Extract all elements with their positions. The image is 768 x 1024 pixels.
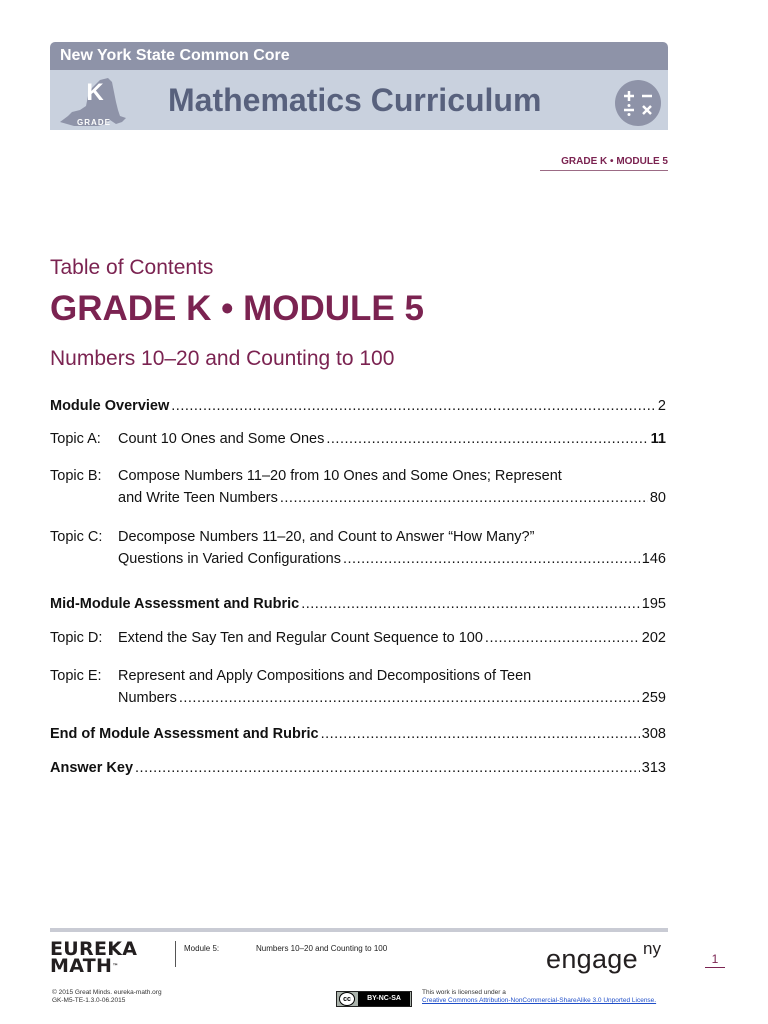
toc-entry-title-line1: Compose Numbers 11–20 from 10 Ones and Some Ones; Represent bbox=[118, 468, 562, 484]
toc-entry-title-line1: Represent and Apply Compositions and Decompositions of Teen bbox=[118, 668, 532, 684]
cc-icon: cc bbox=[339, 992, 355, 1006]
toc-entry-page: 308 bbox=[641, 726, 666, 742]
dot-leader bbox=[485, 627, 640, 649]
dot-leader bbox=[301, 593, 640, 615]
topic-label: Topic A: bbox=[50, 431, 101, 447]
module-tag: GRADE K • MODULE 5 bbox=[540, 156, 668, 171]
banner-top-title: New York State Common Core bbox=[50, 42, 668, 70]
document-code: GK-M5-TE-1.3.0-06.2015 bbox=[52, 997, 126, 1004]
toc-entry-title: Answer Key bbox=[50, 760, 134, 776]
page-number: 1 bbox=[705, 951, 725, 968]
dot-leader bbox=[171, 395, 656, 417]
license-intro: This work is licensed under a bbox=[422, 989, 506, 996]
toc-entry-answer-key[interactable] bbox=[50, 757, 666, 779]
topic-label: Topic C: bbox=[50, 529, 103, 545]
toc-heading: Table of Contents bbox=[50, 256, 214, 279]
toc-entry-page: 259 bbox=[641, 690, 666, 706]
toc-entry-mid-module-assessment[interactable] bbox=[50, 593, 666, 615]
license-link[interactable]: Creative Commons Attribution-NonCommercial-ShareAlike 3.0 Unported License. bbox=[422, 997, 657, 1004]
math-operations-icon bbox=[614, 79, 662, 127]
engageny-logo-superscript: ny bbox=[643, 939, 661, 958]
footer-module-label: Module 5: bbox=[184, 944, 220, 953]
toc-entry-page: 313 bbox=[641, 760, 666, 776]
toc-entry-topic-b[interactable] bbox=[50, 465, 666, 509]
module-title: GRADE K • MODULE 5 bbox=[50, 289, 424, 328]
toc-entry-title: Extend the Say Ten and Regular Count Sequence to 100 bbox=[118, 630, 483, 646]
toc-entry-end-of-module-assessment[interactable] bbox=[50, 723, 666, 745]
toc-entry-topic-c[interactable] bbox=[50, 526, 666, 570]
toc-entry-title-line2: Questions in Varied Configurations bbox=[118, 551, 341, 567]
engageny-logo: engage bbox=[546, 944, 638, 974]
banner bbox=[50, 70, 668, 130]
cc-badge-label: BY-NC-SA bbox=[358, 992, 410, 1006]
toc-entry-page: 202 bbox=[641, 630, 666, 646]
toc-entry-title: End of Module Assessment and Rubric bbox=[50, 726, 319, 742]
toc-entry-title-line2: and Write Teen Numbers bbox=[118, 490, 278, 506]
toc-entry-title: Module Overview bbox=[50, 398, 170, 414]
eureka-logo-line1: EUREKA bbox=[50, 938, 138, 960]
toc-entry-topic-a[interactable] bbox=[50, 428, 666, 450]
topic-label: Topic E: bbox=[50, 668, 102, 684]
grade-letter: K bbox=[86, 79, 104, 106]
toc-entry-title-line1: Decompose Numbers 11–20, and Count to Answer “How Many?” bbox=[118, 529, 535, 545]
trademark-symbol: ™ bbox=[112, 963, 119, 970]
toc-entry-title: Count 10 Ones and Some Ones bbox=[118, 431, 325, 447]
toc-entry-title-line2: Numbers bbox=[118, 690, 177, 706]
toc-entry-topic-e[interactable] bbox=[50, 665, 666, 709]
eureka-logo-line2: MATH bbox=[50, 955, 113, 977]
topic-label: Topic B: bbox=[50, 468, 102, 484]
new-york-state-icon bbox=[56, 76, 130, 128]
dot-leader bbox=[179, 687, 640, 709]
toc-entry-title: Mid-Module Assessment and Rubric bbox=[50, 596, 300, 612]
toc-entry-page: 195 bbox=[641, 596, 666, 612]
footer-module-title: Numbers 10–20 and Counting to 100 bbox=[256, 944, 388, 953]
grade-word: GRADE bbox=[77, 118, 111, 127]
toc-entry-topic-d[interactable] bbox=[50, 627, 666, 649]
module-subtitle: Numbers 10–20 and Counting to 100 bbox=[50, 347, 395, 370]
dot-leader bbox=[321, 723, 640, 745]
copyright-line: © 2015 Great Minds. eureka-math.org bbox=[52, 989, 162, 996]
topic-label: Topic D: bbox=[50, 630, 103, 646]
license-notice bbox=[422, 989, 656, 1005]
toc-entry-module-overview[interactable] bbox=[50, 395, 666, 417]
toc-entry-page: 11 bbox=[650, 431, 666, 447]
dot-leader bbox=[280, 487, 648, 509]
toc-entry-page: 2 bbox=[657, 398, 666, 414]
creative-commons-badge[interactable] bbox=[336, 991, 412, 1007]
dot-leader bbox=[343, 548, 640, 570]
footer-divider-bar bbox=[50, 928, 668, 932]
banner-title: Mathematics Curriculum bbox=[168, 82, 542, 118]
eureka-math-logo bbox=[50, 938, 138, 977]
dot-leader bbox=[326, 428, 648, 450]
toc-entry-page: 146 bbox=[641, 551, 666, 567]
copyright-notice bbox=[52, 989, 162, 1005]
footer-vertical-divider bbox=[175, 941, 176, 967]
dot-leader bbox=[135, 757, 640, 779]
toc-entry-page: 80 bbox=[649, 490, 666, 506]
